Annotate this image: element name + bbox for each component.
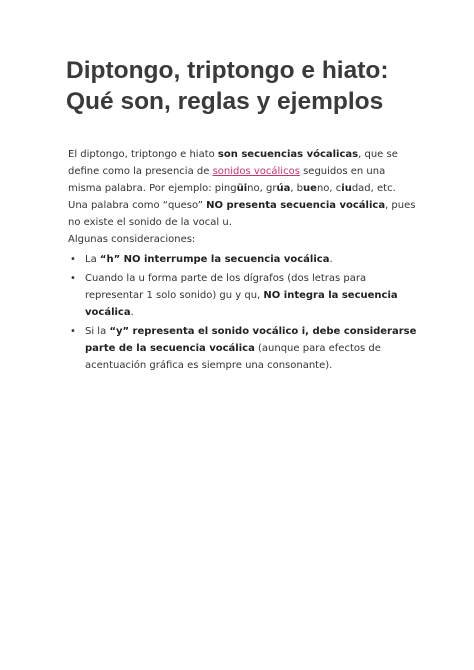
text-run: no, c bbox=[316, 183, 342, 194]
example-vowels: üi bbox=[236, 183, 248, 194]
bold-phrase: “h” NO interrumpe la secuencia vocálica bbox=[99, 254, 330, 265]
example-vowels: iu bbox=[341, 183, 352, 194]
text-run: seguidos en una misma palabra. Por ejemplo: ping bbox=[68, 166, 386, 194]
list-item bbox=[70, 270, 422, 321]
bullet-icon: • bbox=[70, 254, 76, 265]
considerations-heading: Algunas consideraciones: bbox=[68, 234, 196, 245]
list-item bbox=[70, 251, 422, 268]
text-run: , pues no existe el sonido de la vocal u. bbox=[68, 200, 416, 228]
rules-list bbox=[70, 251, 422, 376]
text-run: El diptongo, triptongo e hiato bbox=[68, 149, 218, 160]
title-line-1: Diptongo, triptongo e hiato: bbox=[66, 57, 389, 84]
bold-phrase: NO presenta secuencia vocálica bbox=[206, 200, 386, 211]
bold-phrase: son secuencias vócalicas bbox=[217, 149, 359, 160]
text-run: Una palabra como “queso” bbox=[68, 200, 207, 211]
text-run: dad, etc. bbox=[351, 183, 396, 194]
page-title bbox=[66, 55, 446, 117]
example-vowels: ue bbox=[303, 183, 317, 194]
title-line-2: Qué son, reglas y ejemplos bbox=[66, 88, 384, 115]
intro-section bbox=[68, 146, 418, 248]
text-run: . bbox=[130, 307, 134, 318]
list-item bbox=[70, 323, 422, 374]
text-run: Si la bbox=[85, 326, 110, 337]
queso-paragraph bbox=[68, 197, 418, 231]
bullet-icon: • bbox=[70, 273, 76, 284]
sonidos-vocalicos-link[interactable]: sonidos vocálicos bbox=[212, 166, 300, 177]
bold-phrase: NO integra la secuencia vocálica bbox=[85, 290, 398, 318]
text-run: (aunque para efectos de acentuación gráfica es siempre una consonante). bbox=[85, 343, 381, 371]
text-run: , que se define como la presencia de bbox=[68, 149, 398, 177]
text-run: . bbox=[329, 254, 333, 265]
bold-phrase: “y” representa el sonido vocálico i, debe considerarse parte de la secuencia vocálica bbox=[85, 326, 417, 354]
example-vowels: úa bbox=[276, 183, 291, 194]
text-run: La bbox=[85, 254, 100, 265]
text-run: no, gr bbox=[247, 183, 277, 194]
text-run: , b bbox=[290, 183, 304, 194]
bullet-icon: • bbox=[70, 326, 76, 337]
text-run: Cuando la u forma parte de los dígrafos (dos letras para representar 1 solo sonido) gu y qu, bbox=[85, 273, 367, 301]
intro-paragraph bbox=[68, 146, 418, 197]
